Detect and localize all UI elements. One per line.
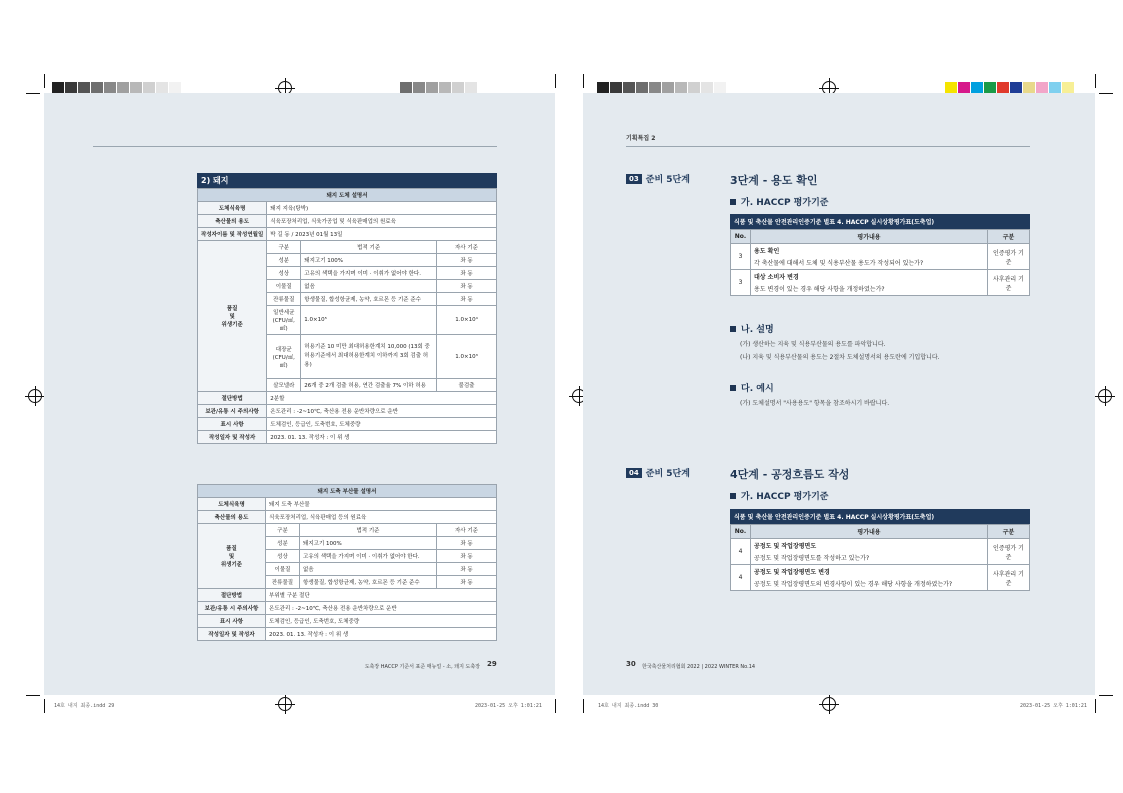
crop-mark xyxy=(1099,93,1113,94)
row-legal: 돼지고기 100% xyxy=(300,537,437,550)
item-title: 공정도 및 작업장평면도 변경 xyxy=(754,569,830,576)
col-header: 구분 xyxy=(988,230,1030,244)
row-own: 1.0×10⁴ xyxy=(437,306,497,335)
crop-mark xyxy=(583,74,584,88)
col-header: 구분 xyxy=(988,525,1030,539)
item-desc: 공정도 및 작업장평면도를 작성하고 있는가? xyxy=(754,555,870,562)
crop-mark xyxy=(1099,695,1113,696)
row-own: 좌 동 xyxy=(437,537,497,550)
subheading xyxy=(730,489,828,502)
field-value: 온도관리 : -2~10℃, 축산용 전용 운반차량으로 운반 xyxy=(267,405,497,418)
field-label: 작성일자 및 작성자 xyxy=(198,431,267,444)
col-header: 법적 기준 xyxy=(300,524,437,537)
field-label: 축산물의 용도 xyxy=(198,511,266,524)
field-label: 작성일자 및 작성자 xyxy=(198,628,266,641)
row-item: 잔류물질 xyxy=(266,576,300,589)
row-type: 인증평가 기준 xyxy=(988,539,1030,565)
row-legal: 1.0×10⁵ xyxy=(301,306,437,335)
evaluation-table xyxy=(730,524,1030,591)
crop-mark xyxy=(1095,699,1096,713)
row-own: 좌 동 xyxy=(437,254,497,267)
col-header: 자사 기준 xyxy=(437,524,497,537)
field-label: 표시 사항 xyxy=(198,418,267,431)
field-label: 도체식육명 xyxy=(198,498,266,511)
col-header: 평가내용 xyxy=(751,230,988,244)
row-no: 3 xyxy=(731,270,751,296)
crop-mark xyxy=(44,699,45,713)
quality-label-line: 품질 xyxy=(226,306,238,312)
registration-mark-icon xyxy=(278,697,292,711)
subheading-text: 다. 예시 xyxy=(741,384,774,394)
quality-label xyxy=(198,524,266,589)
stage-label: 준비 5단계 xyxy=(645,175,690,185)
quality-label-line: 및 xyxy=(229,314,235,320)
stage-badge xyxy=(626,466,690,479)
col-header: No. xyxy=(731,230,751,244)
square-bullet-icon xyxy=(730,493,736,499)
criteria-bar: 식품 및 축산물 안전관리인증기준 별표 4. HACCP 실시상황평가표(도축업) xyxy=(730,214,1030,229)
crop-mark xyxy=(26,93,40,94)
pig-carcass-spec-table xyxy=(197,188,497,444)
col-header: 자사 기준 xyxy=(437,241,497,254)
example-line: (가) 도체설명서 "사용용도" 항목을 참조하시기 바랍니다. xyxy=(740,400,890,407)
crop-mark xyxy=(1095,74,1096,88)
subheading xyxy=(730,195,828,208)
square-bullet-icon xyxy=(730,199,736,205)
field-label: 절단방법 xyxy=(198,392,267,405)
item-desc: 공정도 및 작업장평면도의 변경사항이 있는 경우 해당 사항을 개정하였는가? xyxy=(754,581,953,588)
slug-right-file: 14호 내지 최종.indd 30 xyxy=(598,703,659,709)
field-label: 작성자이름 및 작성연월일 xyxy=(198,228,267,241)
explain-line: (가) 생산하는 지육 및 식용부산물의 용도를 파악합니다. xyxy=(740,341,886,348)
field-label: 축산물의 용도 xyxy=(198,215,267,228)
registration-mark-icon xyxy=(28,389,42,403)
left-footer: 도축장 HACCP 기준서 표준 매뉴얼 - 소, 돼지 도축장 xyxy=(364,664,480,670)
field-value: 식육포장처리업, 식육가공업 및 식육판매업의 원료육 xyxy=(267,215,497,228)
evaluation-table xyxy=(730,229,1030,296)
row-legal: 허용기준 10 미만 최대허용한계치 10,000 (13회 중 허용기준에서 최대허용한계치 이하까지 3회 검출 허용) xyxy=(301,335,437,379)
quality-label xyxy=(198,241,267,392)
row-content xyxy=(751,539,988,565)
square-bullet-icon xyxy=(730,326,736,332)
registration-mark-icon xyxy=(1098,389,1112,403)
item-desc: 용도 변경이 있는 경우 해당 사항을 개정하였는가? xyxy=(754,286,885,293)
slug-left-date: 2023-01-25 오후 1:01:21 xyxy=(475,703,542,709)
slug-left-file: 14호 내지 최종.indd 29 xyxy=(54,703,115,709)
crop-mark xyxy=(26,695,40,696)
explain-line: (나) 지육 및 식용부산물의 용도는 2절차 도체설명서의 용도란에 기입합니다. xyxy=(740,354,940,361)
subheading-text: 나. 설명 xyxy=(741,325,774,335)
field-value: 2023. 01. 13. 작성자 : 이 위 생 xyxy=(266,628,497,641)
row-own: 불검출 xyxy=(437,379,497,392)
row-legal: 없음 xyxy=(300,563,437,576)
row-legal: 고유의 색택을 가지며 이미 · 이취가 없어야 한다. xyxy=(301,267,437,280)
spec-title: 돼지 도축 부산물 설명서 xyxy=(198,485,497,498)
row-item: 이물질 xyxy=(267,280,301,293)
field-label: 절단방법 xyxy=(198,589,266,602)
row-item: 잔류물질 xyxy=(267,293,301,306)
field-label: 보관/유통 시 주의사항 xyxy=(198,405,267,418)
section-kicker: 기획특집 2 xyxy=(626,135,656,142)
field-value: 돼지 지육(탕박) xyxy=(267,202,497,215)
subheading xyxy=(730,381,774,394)
field-label: 표시 사항 xyxy=(198,615,266,628)
stage-badge xyxy=(626,172,690,185)
stage-label: 준비 5단계 xyxy=(645,469,690,479)
header-rule xyxy=(93,146,497,147)
row-own: 좌 동 xyxy=(437,280,497,293)
col-header: 구분 xyxy=(267,241,301,254)
row-legal: 없음 xyxy=(301,280,437,293)
row-type: 사후관리 기준 xyxy=(988,270,1030,296)
row-own: 좌 동 xyxy=(437,550,497,563)
row-own: 좌 동 xyxy=(437,563,497,576)
field-value: 2023. 01. 13. 작성자 : 이 위 생 xyxy=(267,431,497,444)
crop-mark xyxy=(583,699,584,713)
header-rule xyxy=(626,146,1030,147)
quality-label-line: 위생기준 xyxy=(221,322,243,328)
row-content xyxy=(751,244,988,270)
pig-byproduct-spec-table xyxy=(197,484,497,641)
item-desc: 각 축산물에 대해서 도체 및 식용부산물 용도가 작성되어 있는가? xyxy=(754,260,924,267)
row-item: 성분 xyxy=(267,254,301,267)
field-value: 온도관리 : -2~10℃, 축산용 전용 운반차량으로 운반 xyxy=(266,602,497,615)
field-value: 박 길 동 / 2023년 01월 13일 xyxy=(267,228,497,241)
field-value: 부위별 구분 절단 xyxy=(266,589,497,602)
item-title: 공정도 및 작업장평면도 xyxy=(754,543,817,550)
row-own: 좌 동 xyxy=(437,576,497,589)
row-item: 살모넬라 xyxy=(267,379,301,392)
field-label: 보관/유통 시 주의사항 xyxy=(198,602,266,615)
row-own: 좌 동 xyxy=(437,293,497,306)
step-title: 4단계 - 공정흐름도 작성 xyxy=(730,468,850,481)
row-item: 성상 xyxy=(267,267,301,280)
page-number-left: 29 xyxy=(487,660,497,668)
row-item: 성상 xyxy=(266,550,300,563)
col-header: 법적 기준 xyxy=(301,241,437,254)
row-legal: 항생물질, 합성항균제, 농약, 호르몬 등 기준 준수 xyxy=(300,576,437,589)
row-legal: 항생물질, 합성항균제, 농약, 호르몬 등 기준 준수 xyxy=(301,293,437,306)
row-item: 대장균 (CFU/㎠,㎖) xyxy=(267,335,301,379)
registration-mark-icon xyxy=(822,697,836,711)
row-item: 일반세균 (CFU/㎠,㎖) xyxy=(267,306,301,335)
field-value: 식육포장처리업, 식육판매업 등의 원료육 xyxy=(266,511,497,524)
subheading-text: 가. HACCP 평가기준 xyxy=(741,492,829,502)
row-legal: 돼지고기 100% xyxy=(301,254,437,267)
slug-right-date: 2023-01-25 오후 1:01:21 xyxy=(1020,703,1087,709)
row-legal: 26개 중 2개 검출 허용, 연간 검출율 7% 이하 허용 xyxy=(301,379,437,392)
section-title-bar: 2) 돼지 xyxy=(197,173,497,188)
col-header: No. xyxy=(731,525,751,539)
row-no: 3 xyxy=(731,244,751,270)
field-value: 돼지 도축 부산물 xyxy=(266,498,497,511)
quality-label-line: 및 xyxy=(228,554,235,560)
quality-label-line: 위생기준 xyxy=(220,562,243,568)
crop-mark xyxy=(555,74,556,88)
field-value: 도체검인, 등급인, 도축번호, 도체중량 xyxy=(267,418,497,431)
item-title: 용도 확인 xyxy=(754,248,780,255)
quality-label-line: 품질 xyxy=(226,546,237,552)
item-title: 대상 소비자 변경 xyxy=(754,274,799,281)
col-header: 평가내용 xyxy=(751,525,988,539)
row-type: 사후관리 기준 xyxy=(988,565,1030,591)
page-number-right: 30 xyxy=(626,660,636,668)
row-no: 4 xyxy=(731,565,751,591)
crop-mark xyxy=(555,699,556,713)
row-item: 성분 xyxy=(266,537,300,550)
row-legal: 고유의 색택을 가지며 이미 · 이취가 없어야 한다. xyxy=(300,550,437,563)
step-title: 3단계 - 용도 확인 xyxy=(730,174,818,187)
row-no: 4 xyxy=(731,539,751,565)
stage-number: 03 xyxy=(626,174,642,184)
row-item: 이물질 xyxy=(266,563,300,576)
field-label: 도체식육명 xyxy=(198,202,267,215)
criteria-bar: 식품 및 축산물 안전관리인증기준 별표 4. HACCP 실시상황평가표(도축업) xyxy=(730,509,1030,524)
stage-number: 04 xyxy=(626,468,642,478)
col-header: 구분 xyxy=(266,524,300,537)
right-footer: 한국축산물처리협회 2022 | 2022 WINTER No.14 xyxy=(642,664,756,670)
square-bullet-icon xyxy=(730,385,736,391)
row-content xyxy=(751,565,988,591)
subheading xyxy=(730,322,774,335)
spec-title: 돼지 도체 설명서 xyxy=(198,189,497,202)
crop-mark xyxy=(44,74,45,88)
row-content xyxy=(751,270,988,296)
row-own: 1.0×10³ xyxy=(437,335,497,379)
row-type: 인증평가 기준 xyxy=(988,244,1030,270)
field-value: 도체검인, 등급인, 도축번호, 도체중량 xyxy=(266,615,497,628)
subheading-text: 가. HACCP 평가기준 xyxy=(741,198,829,208)
field-value: 2분할 xyxy=(267,392,497,405)
row-own: 좌 동 xyxy=(437,267,497,280)
